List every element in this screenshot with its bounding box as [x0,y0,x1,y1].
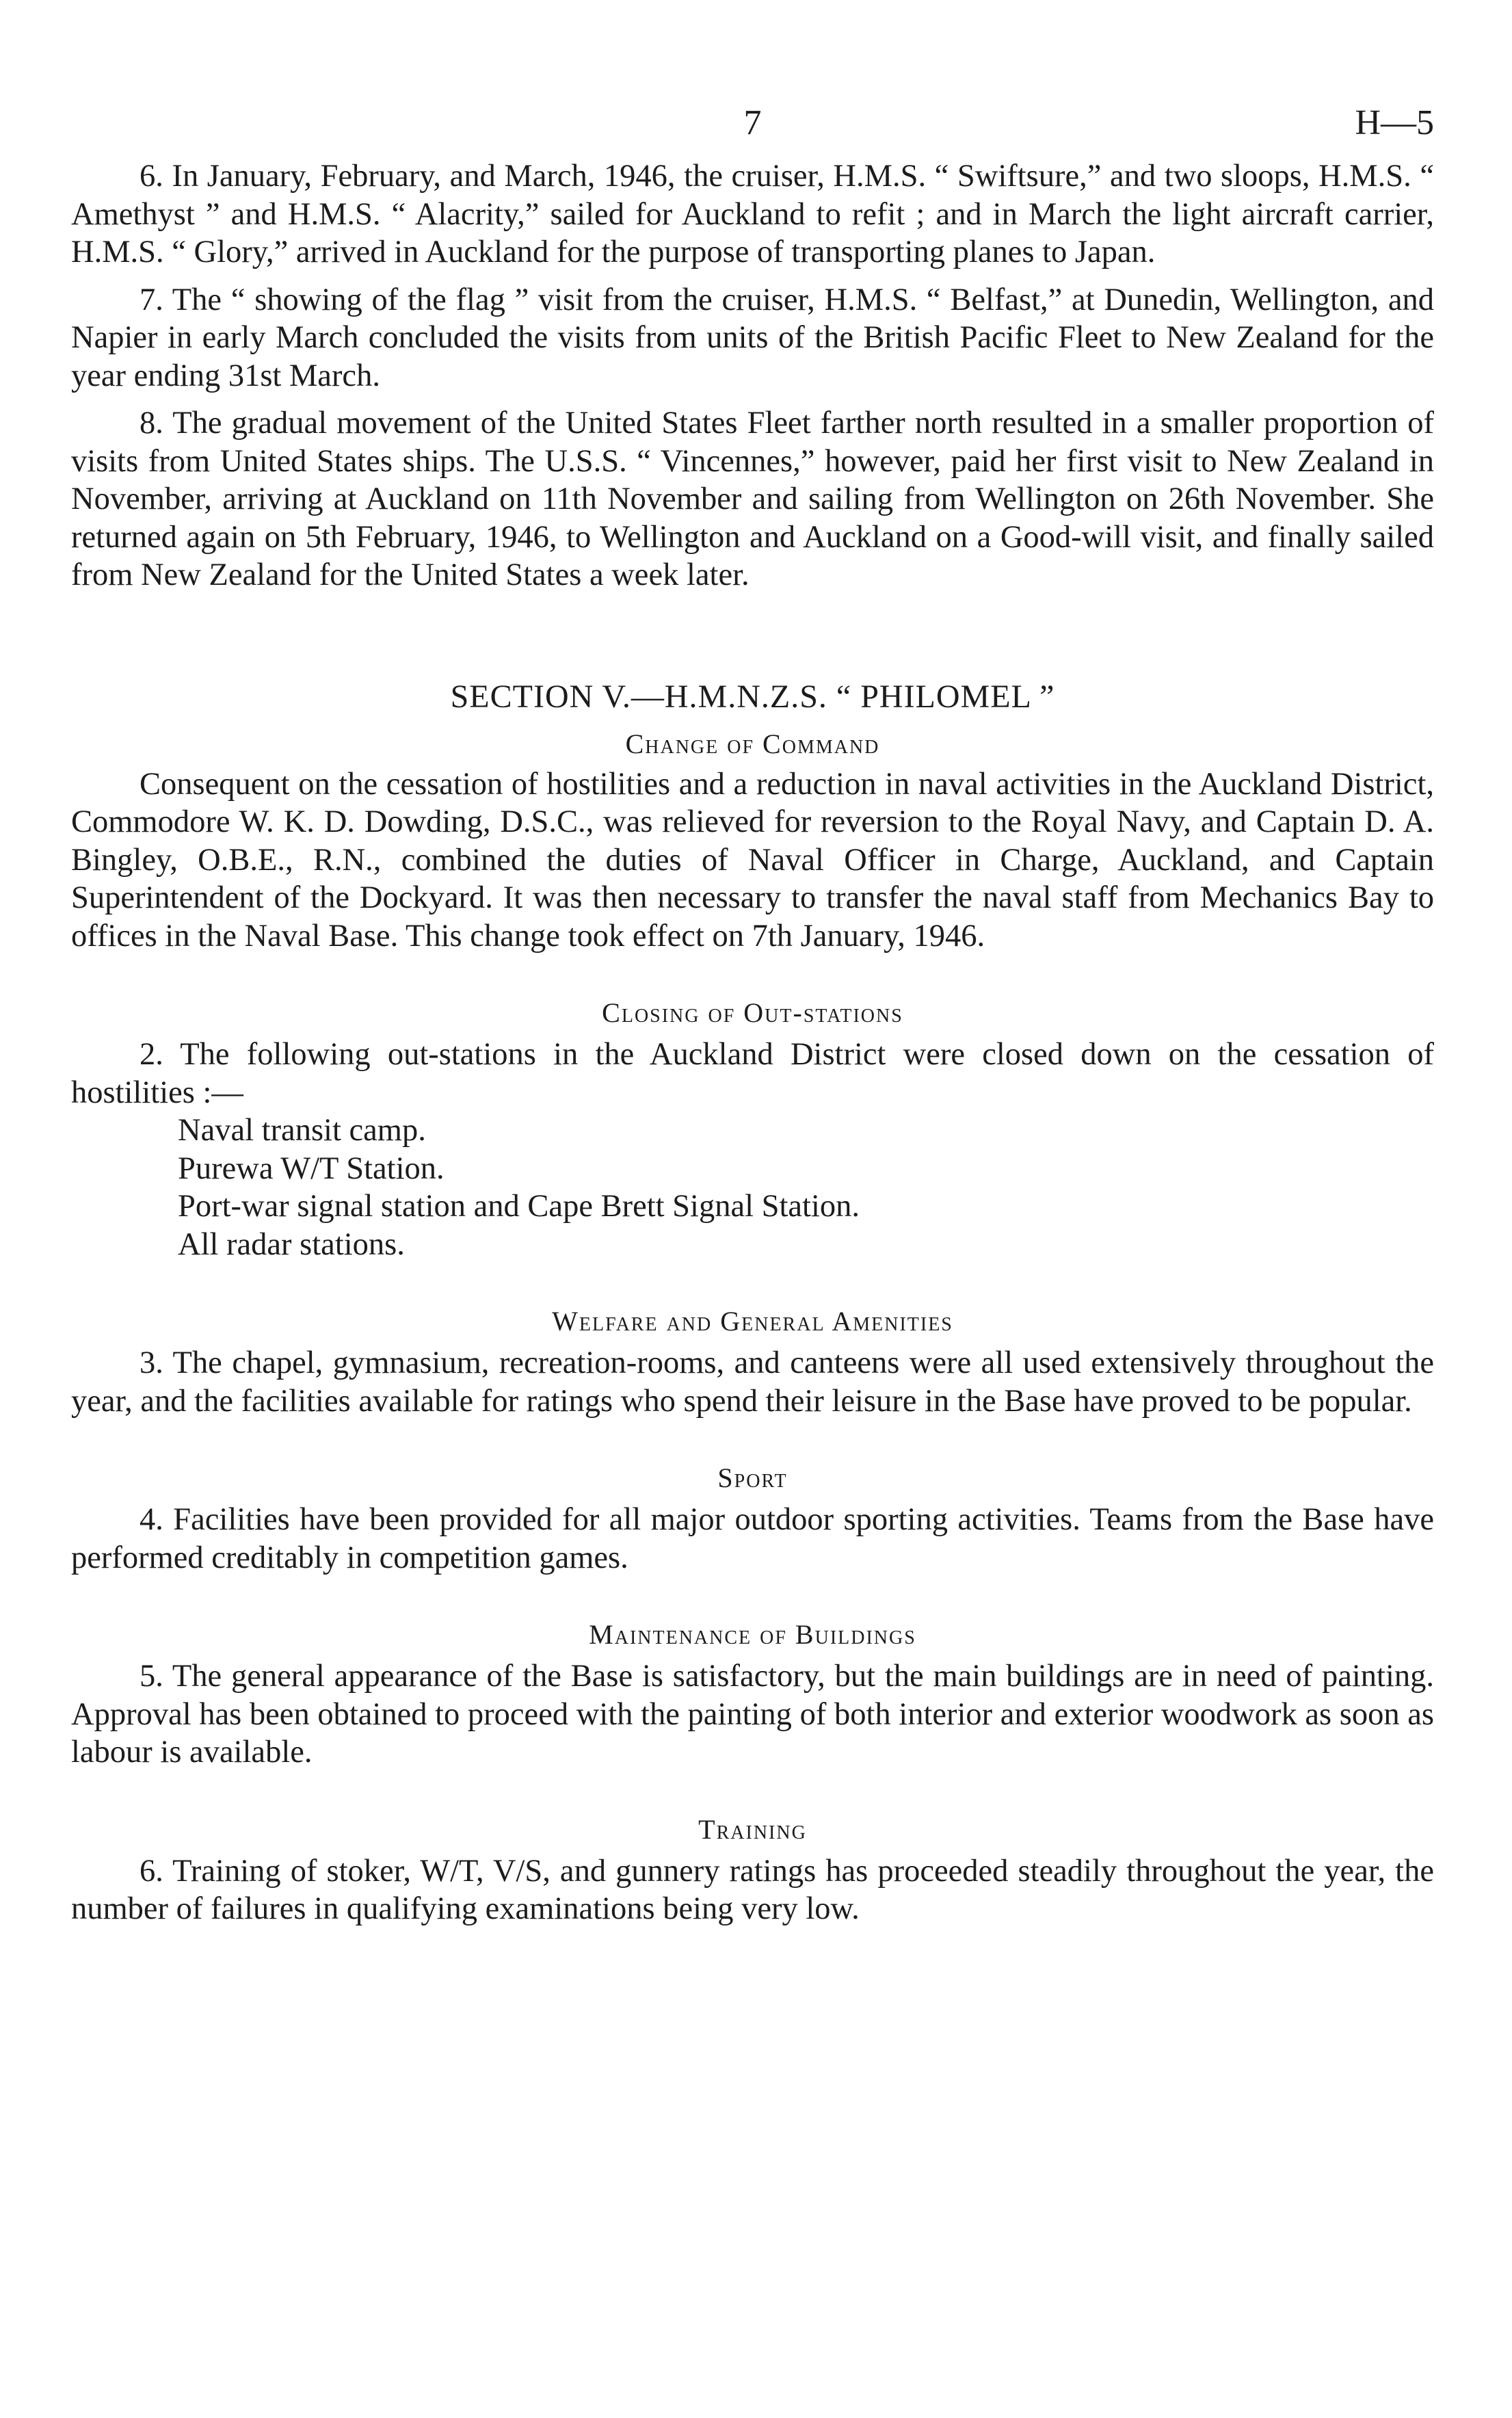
training-heading: Training [698,1813,807,1845]
list-item: All radar stations. [178,1226,405,1262]
welfare-text: 3. The chapel, gymnasium, recreation-rooms, and canteens were all used extensively throughout the year, and the facilities available for ratings who spend their leisure in the Base have proved to be popular. [71,1345,1434,1419]
change-of-command-text: Consequent on the cessation of hostilities and a reduction in naval activities in the Auckland District, Commodore W. K. D. Dowding, D.S.C., was relieved for reversion to the Royal Navy, and Captain D. A. Bingley, O.B.E., R.N., combined the duties of Naval Officer in Charge, Auckland, and Captain Superintendent of the Dockyard. It was then necessary to transfer the naval staff from Mechanics Bay to offices in the Naval Base. This change took effect on 7th January, 1946. [71,766,1434,954]
list-item: Naval transit camp. [178,1113,426,1148]
sport-text: 4. Facilities have been provided for all major outdoor sporting activities. Teams from the Base have performed creditably in competition games. [71,1502,1434,1575]
document-reference: H—5 [1355,103,1434,142]
maintenance-heading: Maintenance of Buildings [589,1619,916,1650]
document-page [71,103,1434,1928]
section-title: SECTION V.—H.M.N.Z.S. “ PHILOMEL ” [450,678,1055,715]
training-text: 6. Training of stoker, W/T, V/S, and gunnery ratings has proceeded steadily throughout the year, the number of failures in qualifying examinations being very low. [71,1853,1434,1926]
closing-out-stations-heading: Closing of Out-stations [602,997,903,1028]
list-item: Purewa W/T Station. [178,1151,445,1186]
welfare-heading: Welfare and General Amenities [552,1306,953,1337]
paragraph-6: 6. In January, February, and March, 1946, the cruiser, H.M.S. “ Swiftsure,” and two sloops, H.M.S. “ Amethyst ” and H.M.S. “ Alacrity,” sailed for Auckland to refit ; and in March the light aircraft carrier, H.M.S. “ Glory,” arrived in Auckland for the purpose of transporting planes to Japan. [71,159,1434,270]
paragraph-7: 7. The “ showing of the flag ” visit from the cruiser, H.M.S. “ Belfast,” at Dunedin, Wellington, and Napier in early March concluded the visits from units of the British Pacific Fleet to New Zealand for the year ending 31st March. [71,282,1434,393]
page-number: 7 [743,103,762,142]
maintenance-text: 5. The general appearance of the Base is satisfactory, but the main buildings are in need of painting. Approval has been obtained to proceed with the painting of both interior and exterior woodwork as soon as labour is available. [71,1659,1434,1770]
list-item: Port-war signal station and Cape Brett Signal Station. [178,1189,860,1224]
closing-out-stations-text: 2. The following out-stations in the Auckland District were closed down on the cessation of hostilities :— [71,1037,1434,1110]
paragraph-8: 8. The gradual movement of the United States Fleet farther north resulted in a smaller proportion of visits from United States ships. The U.S.S. “ Vincennes,” however, paid her first visit to New Zealand in November, arriving at Auckland on 11th November and sailing from Wellington on 26th November. She returned again on 5th February, 1946, to Wellington and Auckland on a Good-will visit, and finally sailed from New Zealand for the United States a week later. [71,406,1434,592]
sport-heading: Sport [717,1462,788,1493]
change-of-command-heading: Change of Command [625,728,880,759]
closed-stations-list [71,1112,1434,1263]
page-header [71,103,1434,157]
